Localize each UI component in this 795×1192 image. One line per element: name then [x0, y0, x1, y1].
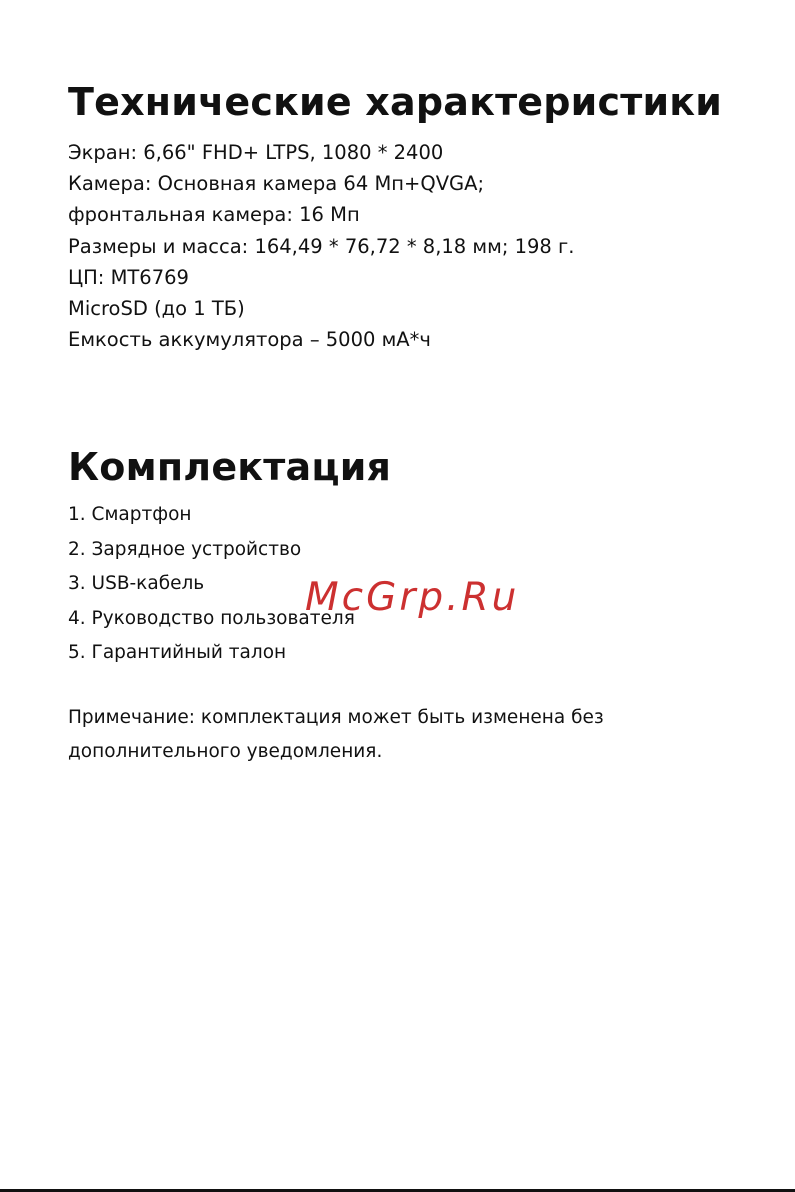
package-contents-heading: Комплектация	[68, 445, 392, 489]
spec-line-battery: Емкость аккумулятора – 5000 мА*ч	[68, 328, 431, 352]
watermark: McGrp.Ru	[305, 575, 520, 620]
list-item: 3. USB-кабель	[68, 573, 205, 594]
list-item: 1. Смартфон	[68, 504, 192, 525]
specifications-heading: Технические характеристики	[68, 80, 723, 124]
spec-line-dimensions: Размеры и масса: 164,49 * 76,72 * 8,18 мм; 198 г.	[68, 234, 575, 258]
specifications-section	[68, 78, 768, 355]
list-item: 2. Зарядное устройство	[68, 538, 302, 560]
list-item: 4. Руководство пользователя	[68, 607, 355, 629]
spec-line-camera: Камера: Основная камера 64 Мп+QVGA;	[68, 172, 485, 196]
package-note: Примечание: комплектация может быть изменена без дополнительного уведомления.	[68, 706, 604, 762]
specifications-list	[68, 137, 768, 355]
spec-line-cpu: ЦП: MT6769	[68, 265, 189, 289]
spec-line-front-camera: фронтальная камера: 16 Мп	[68, 203, 360, 227]
spec-line-screen: Экран: 6,66" FHD+ LTPS, 1080 * 2400	[68, 141, 444, 164]
spec-line-microsd: MicroSD (до 1 ТБ)	[68, 297, 245, 321]
list-item: 5. Гарантийный талон	[68, 642, 287, 663]
